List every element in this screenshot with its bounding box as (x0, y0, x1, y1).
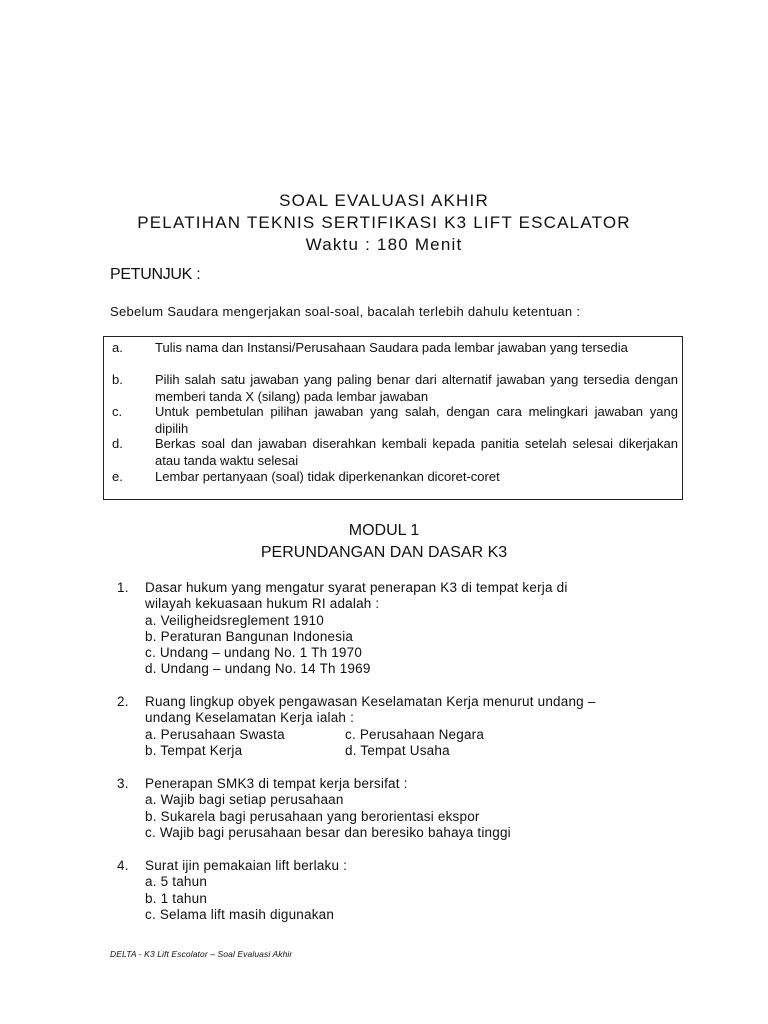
document-title (0, 190, 768, 256)
answer-option: a. Veiligheidsreglement 1910 (145, 612, 324, 628)
title-line-1: SOAL EVALUASI AKHIR (279, 191, 489, 210)
answer-option: a. 5 tahun (145, 874, 208, 890)
answer-option: a. Wajib bagi setiap perusahaan (145, 792, 344, 808)
rule-item (112, 469, 678, 486)
answer-option: b. Tempat Kerja (145, 742, 243, 758)
question-text: wilayah kekuasaan hukum RI adalah : (145, 596, 380, 612)
rule-item (112, 436, 678, 469)
question-text: Dasar hukum yang mengatur syarat penerapan K3 di tempat kerja di (145, 580, 568, 595)
rule-item (112, 340, 678, 357)
answer-option: a. Perusahaan Swasta (145, 726, 285, 742)
answer-option: b. 1 tahun (145, 890, 208, 906)
modul-heading (0, 520, 768, 564)
question-number: 2. (117, 694, 129, 709)
rule-text: Lembar pertanyaan (soal) tidak diperkenankan dicoret-coret (155, 469, 500, 484)
answer-option: d. Undang – undang No. 14 Th 1969 (145, 661, 371, 677)
rule-letter: b. (112, 372, 123, 387)
question-text: Surat ijin pemakaian lift berlaku : (145, 858, 348, 873)
question-number: 3. (117, 776, 129, 791)
page-footer: DELTA - K3 Lift Escolator – Soal Evaluasi Akhir (110, 949, 293, 959)
petunjuk-heading: PETUNJUK : (110, 266, 201, 283)
rule-item (112, 372, 678, 405)
rule-letter: d. (112, 436, 123, 451)
rules-box (103, 336, 683, 500)
question-2 (117, 694, 677, 759)
question-3 (117, 776, 677, 841)
rule-letter: e. (112, 469, 123, 484)
rule-letter: c. (112, 404, 123, 419)
rule-text: Untuk pembetulan pilihan jawaban yang salah, dengan cara melingkari jawaban yang dipilih (155, 404, 678, 436)
answer-option: b. Peraturan Bangunan Indonesia (145, 628, 354, 644)
modul-title: PERUNDANGAN DAN DASAR K3 (260, 544, 508, 561)
rule-item (112, 404, 678, 437)
answer-option: b. Sukarela bagi perusahaan yang berorientasi ekspor (145, 808, 480, 824)
rule-text: Pilih salah satu jawaban yang paling benar dari alternatif jawaban yang tersedia dengan memberi tanda X (silang) pada lembar jawaban (155, 372, 678, 404)
answer-option: c. Selama lift masih digunakan (145, 906, 335, 922)
question-1 (117, 580, 677, 678)
rule-text: Berkas soal dan jawaban diserahkan kembali kepada panitia setelah selesai dikerjakan atau tanda waktu selesai (155, 436, 678, 468)
title-line-2: PELATIHAN TEKNIS SERTIFIKASI K3 LIFT ESCALATOR (137, 213, 631, 232)
question-text: Ruang lingkup obyek pengawasan Keselamatan Kerja menurut undang – (145, 694, 596, 709)
answer-option: c. Undang – undang No. 1 Th 1970 (145, 645, 363, 661)
petunjuk-intro: Sebelum Saudara mengerjakan soal-soal, bacalah terlebih dahulu ketentuan : (110, 304, 581, 319)
answer-option: d. Tempat Usaha (345, 742, 450, 758)
question-number: 4. (117, 858, 129, 873)
question-number: 1. (117, 580, 129, 595)
answer-option: c. Wajib bagi perusahaan besar dan beresiko bahaya tinggi (145, 824, 511, 840)
question-text: Penerapan SMK3 di tempat kerja bersifat : (145, 776, 408, 791)
question-text: undang Keselamatan Kerja ialah : (145, 710, 355, 726)
rule-text: Tulis nama dan Instansi/Perusahaan Saudara pada lembar jawaban yang tersedia (155, 340, 628, 355)
question-4 (117, 858, 677, 923)
answer-option: c. Perusahaan Negara (345, 726, 485, 742)
rule-letter: a. (112, 340, 123, 355)
title-line-3: Waktu : 180 Menit (305, 235, 463, 254)
modul-number: MODUL 1 (348, 522, 420, 539)
